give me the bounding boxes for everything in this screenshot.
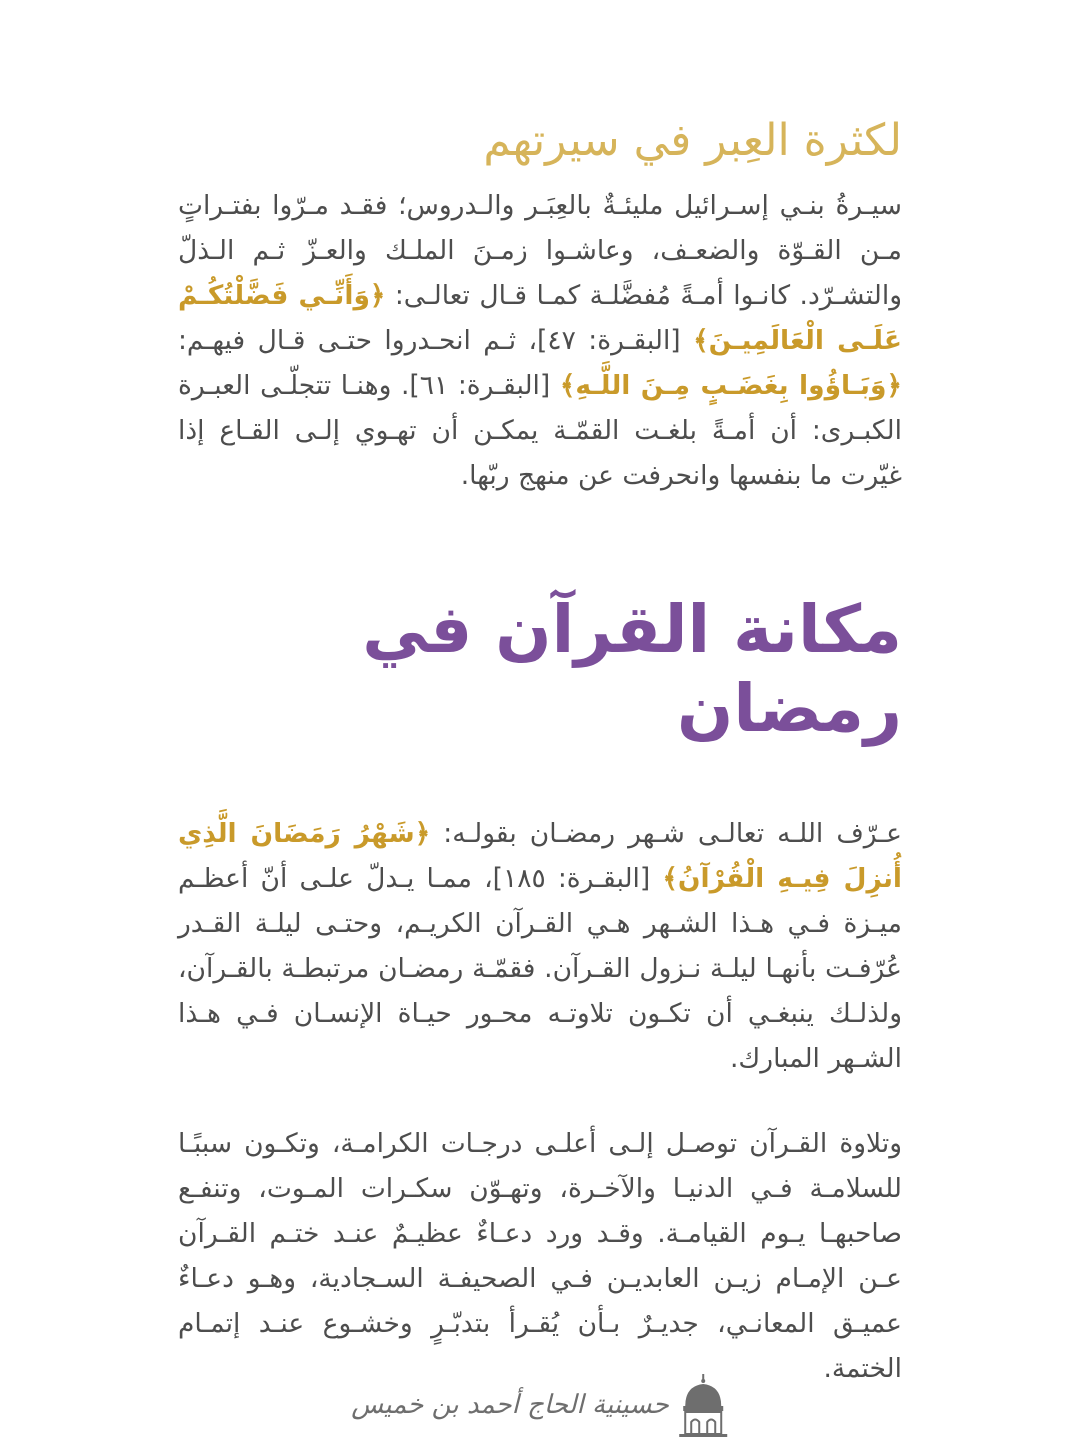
logo-text: حسينية الحاج أحمد بن خميس	[351, 1390, 669, 1420]
text-segment: عـرّف اللـه تعالـى شـهر رمضـان بقولـه:	[430, 817, 902, 849]
mosque-dome-icon	[677, 1372, 729, 1438]
text-segment: [البقـرة: ١٨٥]، ممـا يـدلّ علـى أنّ أعظـم ميـزة فـي هـذا الشـهر هـي القـرآن الكريـم، وحتـى ليلـة القـدر عُرّفـت بأنهـا ليلـة نـزول القـرآن. فقمّـة رمضـان مرتبطـة بالقـرآن، ولذلـك ينبغـي أن تكـون تلاوتـه محـور حيـاة الإنسـان فـي هـذا الشـهر المبارك.	[178, 862, 902, 1074]
paragraph-quran-recitation: وتلاوة القـرآن توصـل إلـى أعلـى درجـات الكرامـة، وتكـون سببًـا للسلامـة فـي الدنيـا والآخـرة، وتهـوّن سكـرات المـوت، وتنفـع صاحبهـا يـوم القيامـة. وقـد ورد دعـاءٌ عظيـمٌ عنـد ختـم القـرآن عـن الإمـام زيـن العابديـن فـي الصحيفـة السـجادية، وهـو دعـاءٌ عميـق المعانـي، جديـرٌ بـأن يُقـرأ بتدبّـرٍ وخشـوع عنـد إتمـام الختمة.	[178, 1127, 902, 1384]
paragraph-ramadan-definition	[178, 811, 902, 1081]
text-segment: [البقـرة: ٤٧]، ثـم انحـدروا حتـى قـال فيهـم:	[178, 325, 694, 357]
quran-verse: ﴿شَهْرُ رَمَضَانَ الَّذِي أُنزِلَ فِيـهِ الْقُرْآنُ﴾	[178, 817, 902, 894]
quran-verse: ﴿وَبَـاؤُوا بِغَضَـبٍ مِـنَ اللَّـهِ﴾	[559, 370, 902, 402]
text-segment: سيـرةُ بنـي إسـرائيل مليئـةٌ بالعِبَـر والـدروس؛ فقـد مـرّوا بفتـراتٍ مـن القـوّة والضعـف، وعاشـوا زمـنَ الملـك والعـزّ ثـم الـذلّ والتشـرّد. كانـوا أمـةً مُفضَّلـة كمـا قـال تعالـى:	[178, 190, 902, 312]
subheading-lessons: لكثرة العِبر في سيرتهم	[483, 115, 902, 166]
text-segment: [البقـرة: ٦١]. وهنـا تتجلّـى العبـرة الكبـرى: أن أمـةً بلغـت القمّـة يمكـن أن تهـوي إلـى القـاع إذا غيّرت ما بنفسها وانحرفت عن منهج ربّها.	[178, 370, 902, 492]
section-title-quran-ramadan: مكانة القرآن في رمضان	[362, 591, 902, 748]
quran-verse: ﴿وَأَنِّـي فَضَّلْتُكُـمْ عَلَـى الْعَالَمِيـنَ﴾	[178, 280, 902, 357]
paragraph-bani-israel	[178, 183, 902, 498]
footer-logo	[351, 1362, 729, 1448]
